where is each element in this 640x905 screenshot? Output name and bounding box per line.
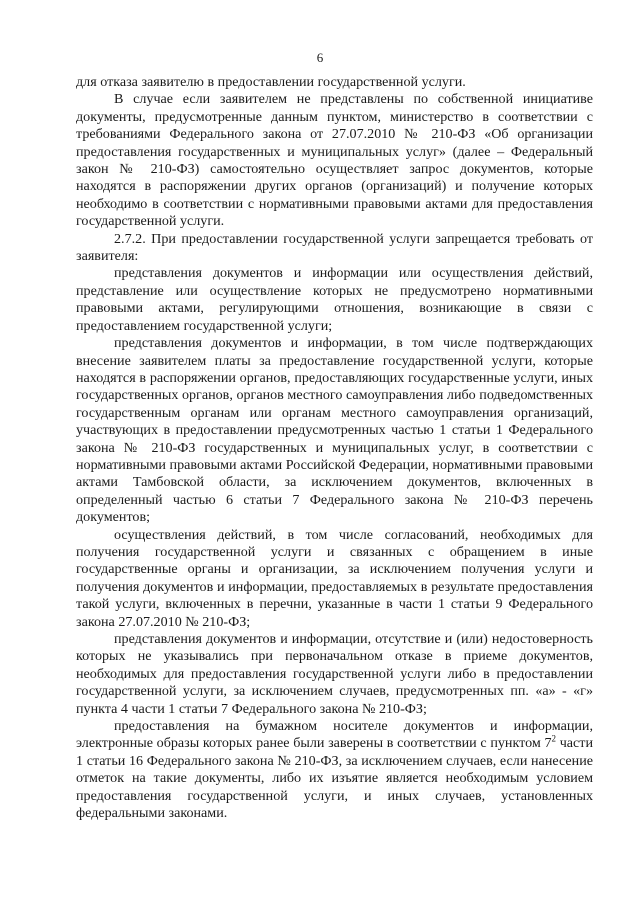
paragraph: представления документов и информации, в том числе подтверждающих внесение заявителем платы за предоставление государственной услуги, которые находятся в распоряжении органов, предоставляющих государственные услуги, иных государственных органов, органов местного самоуправления либо подведомственных государственным органам или органам местного самоуправления организаций, участвующих в предоставлении предусмотренных частью 1 статьи 1 Федерального закона № 210-ФЗ государственных и муниципальных услуг, в соответствии с нормативными правовыми актами Российской Федерации, нормативными правовыми актами Тамбовской области, за исключением документов, включенных в определенный частью 6 статьи 7 Федерального закона № 210-ФЗ перечень документов; xyxy=(76,335,593,526)
paragraph: осуществления действий, в том числе согласований, необходимых для получения государственной услуги и связанных с обращением в иные государственные органы и организации, за исключением получения услуги и получения документов и информации, предоставляемых в результате предоставления такой услуги, включенных в перечни, указанные в части 1 статьи 9 Федерального закона 27.07.2010 № 210-ФЗ; xyxy=(76,526,593,630)
paragraph: 2.7.2. При предоставлении государственной услуги запрещается требовать от заявителя: xyxy=(76,230,593,265)
paragraph-text: части 1 статьи 16 Федерального закона № 210-ФЗ, за исключением случаев, если нанесение отметок на такие документы, либо их изъятие является необходимым условием предоставления государственной услуги, и иных случаев, установленных федеральными законами. xyxy=(76,735,593,822)
paragraph-last xyxy=(76,718,593,822)
paragraph: представления документов и информации или осуществления действий, представление или осуществление которых не предусмотрено нормативными правовыми актами, регулирующими отношения, возникающие в связи с предоставлением государственной услуги; xyxy=(76,265,593,334)
page-number: 6 xyxy=(316,50,324,65)
paragraph: представления документов и информации, отсутствие и (или) недостоверность которых не указывались при первоначальном отказе в приеме документов, необходимых для предоставления государственной услуги либо в предоставлении государственной услуги, за исключением случаев, предусмотренных пп. «а» - «г» пункта 4 части 1 статьи 7 Федерального закона № 210-ФЗ; xyxy=(76,631,593,717)
paragraph: для отказа заявителю в предоставлении государственной услуги. xyxy=(76,74,466,90)
paragraph: В случае если заявителем не представлены по собственной инициативе документы, предусмотренные данным пунктом, министерство в соответствии с требованиями Федерального закона от 27.07.2010 № 210-ФЗ «Об организации предоставления государственных и муниципальных услуг» (далее – Федеральный закон № 210-ФЗ) самостоятельно осуществляет запрос документов, которые находятся в распоряжении других органов (организаций) и получение которых необходимо в соответствии с нормативными правовыми актами для предоставления государственной услуги. xyxy=(76,91,593,230)
paragraph-text: предоставления на бумажном носителе документов и информации, электронные образы которых ранее были заверены в соответствии с пунктом 7 xyxy=(76,718,593,752)
document-body xyxy=(76,74,593,822)
superscript: 2 xyxy=(551,733,557,744)
